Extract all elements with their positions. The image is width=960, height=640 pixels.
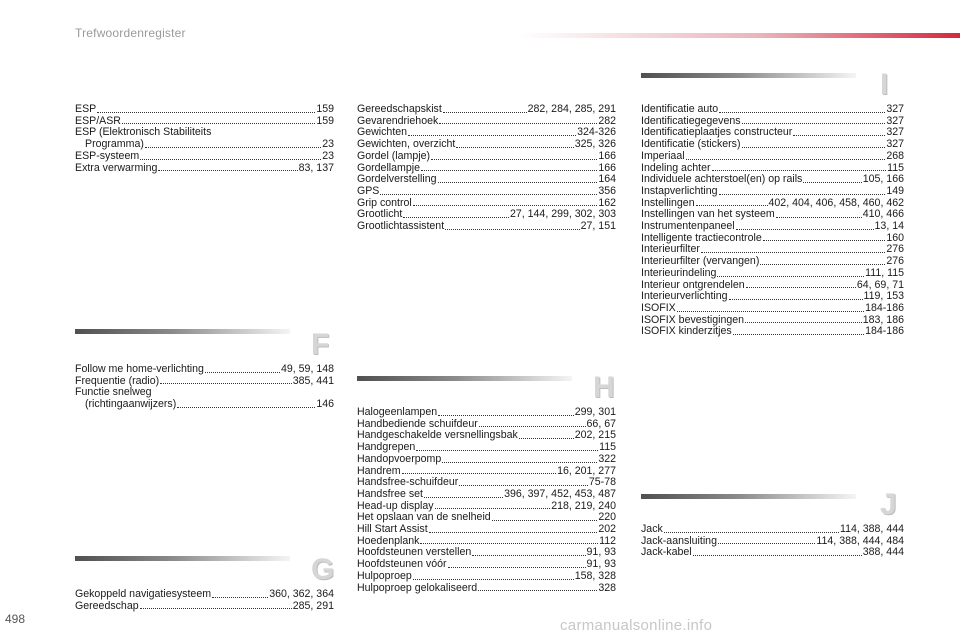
index-term: Jack — [641, 523, 663, 535]
index-term: ISOFIX bevestigingen — [641, 313, 745, 326]
dot-leader — [456, 147, 573, 148]
index-term: Individuele achterstoel(en) op rails — [641, 173, 803, 186]
dot-leader — [701, 252, 885, 253]
index-term: Handrem — [357, 464, 401, 477]
index-term: Grootlichtassistent — [357, 220, 445, 233]
index-pages: 184-186 — [865, 301, 904, 314]
index-pages: 111, 115 — [865, 266, 904, 279]
index-pages: 83, 137 — [298, 161, 334, 174]
dot-leader — [438, 415, 574, 416]
index-term: Interieurverlichting — [641, 290, 728, 303]
dot-leader — [693, 555, 862, 556]
index-pages: 23 — [322, 149, 334, 162]
index-pages: 105, 166 — [862, 173, 904, 186]
index-entry — [641, 524, 904, 536]
dot-leader — [439, 123, 597, 124]
index-entry — [357, 489, 616, 501]
index-term: Gevarendriehoek — [357, 114, 439, 127]
index-pages: 410, 466 — [862, 208, 904, 221]
dot-leader — [745, 322, 862, 323]
index-entry — [75, 163, 334, 175]
dot-leader — [519, 438, 574, 439]
index-term: Gordel (lampje) — [357, 149, 431, 162]
index-term: Indeling achter — [641, 161, 711, 174]
index-pages: 115 — [599, 441, 616, 454]
dot-leader — [664, 532, 839, 533]
index-term: Head-up display — [357, 499, 434, 512]
dot-leader — [429, 532, 598, 533]
index-pages: 325, 326 — [574, 138, 616, 151]
index-entry — [75, 364, 334, 376]
index-pages: 202 — [598, 523, 616, 536]
dot-leader — [677, 311, 864, 312]
index-pages: 16, 201, 277 — [557, 464, 616, 477]
index-term: Programma) — [85, 138, 144, 151]
index-pages: 285, 291 — [292, 599, 334, 612]
index-pages: 220 — [598, 511, 616, 524]
index-pages: 158, 328 — [574, 569, 616, 582]
dot-leader — [380, 194, 597, 195]
index-term: Halogeenlampen — [357, 406, 438, 418]
index-pages: 328 — [598, 581, 616, 594]
index-pages: 356 — [598, 184, 616, 197]
index-term: Gordelverstelling — [357, 173, 437, 186]
dot-leader — [140, 159, 321, 160]
index-entry — [641, 104, 904, 116]
index-entry — [357, 454, 616, 466]
index-term: Instellingen — [641, 196, 695, 209]
section-i-divider — [641, 73, 856, 78]
header-accent-bar — [520, 33, 960, 38]
dot-leader — [696, 205, 768, 206]
section-j-divider — [641, 494, 856, 499]
index-pages: 146 — [316, 398, 334, 411]
dot-leader — [145, 147, 321, 148]
dot-leader — [97, 112, 315, 113]
index-pages: 327 — [886, 126, 904, 139]
dot-leader — [140, 608, 292, 609]
index-term: ESP-systeem — [75, 149, 140, 162]
dot-leader — [793, 135, 885, 136]
index-term: Identificatie auto — [641, 103, 719, 115]
dot-leader — [212, 597, 268, 598]
index-section-j — [641, 524, 904, 559]
index-pages: 166 — [598, 161, 616, 174]
index-term: Identificatiegegevens — [641, 114, 741, 127]
dot-leader — [746, 287, 856, 288]
index-term: Handbediende schuifdeur — [357, 417, 478, 430]
index-section-e — [75, 104, 334, 174]
dot-leader — [420, 543, 598, 544]
index-term: ESP (Elektronisch Stabiliteits — [75, 126, 212, 139]
dot-leader — [492, 520, 598, 521]
dot-leader — [408, 135, 576, 136]
dot-leader — [205, 372, 280, 373]
index-pages: 282 — [598, 114, 616, 127]
index-entry — [641, 151, 904, 163]
index-pages: 49, 59, 148 — [280, 363, 334, 375]
dot-leader — [443, 112, 527, 113]
dot-leader — [413, 205, 598, 206]
index-pages: 327 — [886, 103, 904, 115]
index-entry — [641, 221, 904, 233]
index-pages: 66, 67 — [586, 417, 616, 430]
index-pages: 13, 14 — [874, 220, 904, 233]
index-pages: 360, 362, 364 — [269, 588, 334, 600]
dot-leader — [803, 182, 861, 183]
dot-leader — [421, 170, 597, 171]
index-pages: 282, 284, 285, 291 — [527, 103, 616, 115]
dot-leader — [686, 159, 886, 160]
index-term: Handsfree set — [357, 487, 423, 500]
index-term: Imperiaal — [641, 149, 685, 162]
index-term: Jack-aansluiting — [641, 534, 717, 547]
index-pages: 162 — [598, 196, 616, 209]
section-f-divider — [75, 329, 290, 334]
index-section-h — [357, 407, 616, 594]
index-term: ESP/ASR — [75, 114, 121, 127]
index-entry — [641, 186, 904, 198]
dot-leader — [438, 182, 598, 183]
section-g-letter: G — [311, 553, 335, 586]
dot-leader — [776, 217, 862, 218]
index-entry — [641, 547, 904, 559]
index-pages: 322 — [598, 452, 616, 465]
dot-leader — [413, 579, 574, 580]
dot-leader — [736, 229, 874, 230]
dot-leader — [472, 555, 585, 556]
index-pages: 183, 186 — [862, 313, 904, 326]
index-entry — [641, 303, 904, 315]
index-pages: 23 — [322, 138, 334, 151]
index-term: Gereedschap — [75, 599, 139, 612]
index-pages: 324-326 — [577, 126, 616, 139]
dot-leader — [712, 170, 887, 171]
dot-leader — [459, 485, 588, 486]
index-term: Extra verwarming — [75, 161, 158, 174]
index-term: ESP — [75, 103, 97, 115]
section-i-letter: I — [880, 68, 889, 101]
index-term: Instrumentenpaneel — [641, 220, 735, 233]
index-pages: 299, 301 — [574, 406, 616, 418]
index-entry — [75, 601, 334, 613]
index-term: Identificatie (stickers) — [641, 138, 741, 151]
index-pages: 160 — [886, 231, 904, 244]
dot-leader — [717, 276, 864, 277]
index-term: Frequentie (radio) — [75, 374, 160, 387]
dot-leader — [122, 123, 315, 124]
index-entry — [75, 151, 334, 163]
dot-leader — [719, 112, 885, 113]
dot-leader — [742, 123, 886, 124]
index-pages: 184-186 — [865, 325, 904, 338]
dot-leader — [479, 426, 586, 427]
dot-leader — [158, 170, 297, 171]
index-entry — [75, 399, 334, 411]
index-term: Grootlicht — [357, 208, 403, 221]
index-term: Gewichten, overzicht — [357, 138, 456, 151]
index-entry — [357, 571, 616, 583]
index-entry — [357, 524, 616, 536]
index-pages: 402, 404, 406, 458, 460, 462 — [768, 196, 904, 209]
index-pages: 115 — [887, 161, 904, 174]
index-term: Intelligente tractiecontrole — [641, 231, 762, 244]
index-pages: 119, 153 — [863, 290, 904, 303]
index-term: Functie snelweg — [75, 386, 152, 399]
index-pages: 112 — [599, 534, 616, 547]
dot-leader — [448, 567, 586, 568]
index-pages: 388, 444 — [862, 546, 904, 559]
index-pages: 75-78 — [588, 476, 616, 489]
index-pages: 27, 151 — [580, 220, 616, 233]
index-term: Hoofdsteunen vóór — [357, 558, 447, 571]
index-term: Grip control — [357, 196, 412, 209]
index-term: Handopvoerpomp — [357, 452, 442, 465]
index-term: Handsfree-schuifdeur — [357, 476, 459, 489]
index-pages: 27, 144, 299, 302, 303 — [509, 208, 616, 221]
index-pages: 149 — [886, 184, 904, 197]
index-pages: 114, 388, 444 — [839, 523, 904, 535]
dot-leader — [442, 462, 597, 463]
index-term: Het opslaan van de snelheid — [357, 511, 491, 524]
index-term: Interieurindeling — [641, 266, 717, 279]
index-pages: 159 — [316, 114, 334, 127]
index-pages: 202, 215 — [574, 429, 616, 442]
index-term: Hulpoproep — [357, 569, 412, 582]
index-term: Handgeschakelde versnellingsbak — [357, 429, 518, 442]
dot-leader — [416, 450, 598, 451]
index-term: GPS — [357, 184, 380, 197]
index-term: Instapverlichting — [641, 184, 718, 197]
dot-leader — [435, 508, 551, 509]
dot-leader — [160, 383, 292, 384]
index-pages: 396, 397, 452, 453, 487 — [504, 487, 616, 500]
index-term: Hill Start Assist — [357, 523, 428, 536]
dot-leader — [478, 590, 597, 591]
index-term: ISOFIX — [641, 301, 676, 314]
dot-leader — [760, 264, 885, 265]
index-section-i — [641, 104, 904, 338]
dot-leader — [763, 240, 886, 241]
index-term: Instellingen van het systeem — [641, 208, 775, 221]
dot-leader — [733, 334, 864, 335]
index-pages: 385, 441 — [292, 374, 334, 387]
page-header-title: Trefwoordenregister — [75, 26, 186, 40]
section-h-letter: H — [593, 371, 615, 404]
index-term: Follow me home-verlichting — [75, 363, 204, 375]
index-pages: 159 — [316, 103, 334, 115]
index-pages: 218, 219, 240 — [551, 499, 616, 512]
index-entry — [357, 186, 616, 198]
dot-leader — [445, 229, 580, 230]
index-pages: 64, 69, 71 — [856, 278, 904, 291]
dot-leader — [403, 217, 509, 218]
index-pages: 327 — [886, 138, 904, 151]
index-term: Interieur ontgrendelen — [641, 278, 745, 291]
dot-leader — [402, 473, 557, 474]
index-section-g — [75, 589, 334, 612]
index-term: Jack-kabel — [641, 546, 692, 559]
index-entry — [641, 326, 904, 338]
index-term: Gewichten — [357, 126, 408, 139]
section-h-divider — [357, 376, 572, 381]
index-pages: 91, 93 — [586, 558, 616, 571]
index-term: Interieurfilter — [641, 243, 700, 256]
index-entry — [641, 268, 904, 280]
index-term: Identificatieplaatjes constructeur — [641, 126, 793, 139]
dot-leader — [424, 497, 503, 498]
dot-leader — [719, 194, 886, 195]
index-entry — [357, 583, 616, 595]
index-pages: 114, 388, 444, 484 — [816, 534, 904, 547]
index-pages: 327 — [886, 114, 904, 127]
index-section-f — [75, 364, 334, 411]
index-term: Gereedschapskist — [357, 103, 442, 115]
index-term: Handgrepen — [357, 441, 416, 454]
index-entry — [75, 589, 334, 601]
index-pages: 166 — [598, 149, 616, 162]
index-term: ISOFIX kinderzitjes — [641, 325, 732, 338]
index-entry — [357, 174, 616, 186]
index-term: Hoofdsteunen verstellen — [357, 546, 472, 559]
index-pages: 276 — [886, 255, 904, 268]
dot-leader — [177, 407, 315, 408]
index-section-g-continued — [357, 104, 616, 233]
index-term: (richtingaanwijzers) — [85, 398, 177, 411]
index-term: Hulpoproep gelokaliseerd — [357, 581, 478, 594]
index-term: Gekoppeld navigatiesysteem — [75, 588, 212, 600]
dot-leader — [729, 299, 863, 300]
index-term: Gordellampje — [357, 161, 421, 174]
index-entry — [357, 151, 616, 163]
index-pages: 91, 93 — [586, 546, 616, 559]
index-entry — [357, 221, 616, 233]
dot-leader — [742, 147, 886, 148]
page-number: 498 — [5, 612, 26, 626]
watermark-text: carmanualsonline.info — [560, 617, 713, 634]
section-g-divider — [75, 556, 290, 561]
index-entry — [75, 104, 334, 116]
index-entry — [357, 104, 616, 116]
dot-leader — [718, 543, 815, 544]
index-term: Interieurfilter (vervangen) — [641, 255, 760, 268]
index-pages: 276 — [886, 243, 904, 256]
section-j-letter: J — [880, 488, 897, 521]
dot-leader — [431, 159, 597, 160]
section-f-letter: F — [311, 328, 330, 361]
index-term: Hoedenplank — [357, 534, 420, 547]
index-pages: 268 — [886, 149, 904, 162]
index-pages: 164 — [598, 173, 616, 186]
index-entry — [357, 407, 616, 419]
